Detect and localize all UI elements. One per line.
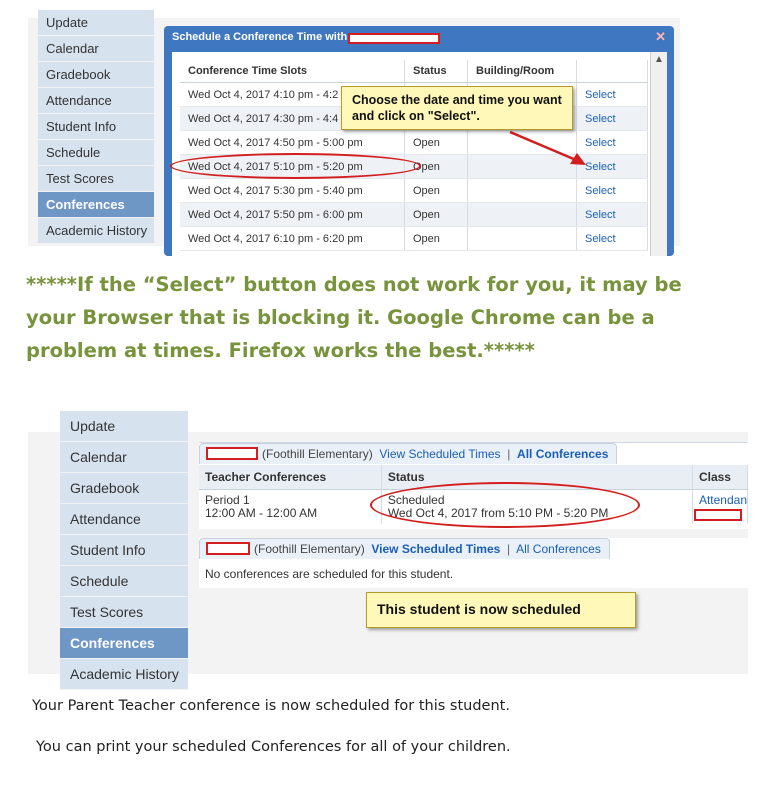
sidebar (60, 411, 188, 690)
dialog-title: Schedule a Conference Time with (172, 31, 348, 43)
view-scheduled-link[interactable]: View Scheduled Times (379, 447, 501, 461)
note-scheduled: Your Parent Teacher conference is now scheduled for this student. (32, 698, 510, 714)
sidebar-item-academic-history[interactable]: Academic History (38, 218, 154, 244)
column-header-slots: Conference Time Slots (180, 60, 405, 83)
sidebar-item-schedule[interactable]: Schedule (60, 566, 188, 597)
sidebar-item-test-scores[interactable]: Test Scores (60, 597, 188, 628)
slot-status: Open (405, 203, 468, 227)
sidebar-item-conferences[interactable]: Conferences (38, 192, 154, 218)
pointer-arrow-icon (28, 18, 680, 246)
period-cell (199, 490, 381, 525)
school-name: (Foothill Elementary) (254, 542, 365, 556)
select-link[interactable]: Select (577, 227, 648, 251)
select-link[interactable]: Select (577, 131, 648, 155)
redacted-student-name (206, 542, 250, 555)
sidebar-item-update[interactable]: Update (60, 411, 188, 442)
browser-warning: *****If the “Select” button does not work for you, it may be your Browser that is blocking it. Google Chrome can be a problem at times. Firefox works the best.***** (26, 273, 682, 362)
sidebar-item-test-scores[interactable]: Test Scores (38, 166, 154, 192)
column-header-class: Class (692, 465, 747, 490)
chevron-up-icon[interactable]: ▲ (654, 54, 664, 65)
school-name: (Foothill Elementary) (262, 447, 373, 461)
sidebar-item-calendar[interactable]: Calendar (38, 36, 154, 62)
column-header-teacher: Teacher Conferences (199, 465, 381, 490)
slot-status: Open (405, 155, 468, 179)
student-tab (199, 538, 610, 559)
column-header-status: Status (381, 465, 692, 490)
highlight-ellipse (370, 482, 640, 528)
conference-panel (199, 538, 748, 588)
close-icon[interactable]: ✕ (655, 29, 666, 44)
select-link[interactable]: Select (577, 203, 648, 227)
redacted-class-name (694, 509, 742, 521)
slot-time: Wed Oct 4, 2017 5:50 pm - 6:00 pm (180, 203, 405, 227)
sidebar-item-gradebook[interactable]: Gradebook (60, 473, 188, 504)
select-link[interactable]: Select (577, 179, 648, 203)
sidebar-item-gradebook[interactable]: Gradebook (38, 62, 154, 88)
slot-time: Wed Oct 4, 2017 6:10 pm - 6:20 pm (180, 227, 405, 251)
sidebar-item-attendance[interactable]: Attendance (38, 88, 154, 114)
all-conferences-link[interactable]: All Conferences (516, 542, 601, 556)
sidebar-item-calendar[interactable]: Calendar (60, 442, 188, 473)
separator: | (507, 447, 511, 461)
slot-time: Wed Oct 4, 2017 4:10 pm - 4:2 (180, 83, 405, 107)
empty-message: No conferences are scheduled for this student. (205, 567, 454, 581)
sidebar-item-conferences[interactable]: Conferences (60, 628, 188, 659)
slot-time: Wed Oct 4, 2017 4:30 pm - 4:4 (180, 107, 405, 131)
note-print: You can print your scheduled Conferences for all of your children. (36, 739, 511, 755)
select-link[interactable]: Select (577, 83, 648, 107)
instruction-callout: Choose the date and time you want and click on "Select". (341, 86, 573, 130)
select-link[interactable]: Select (577, 155, 648, 179)
sidebar-item-attendance[interactable]: Attendance (60, 504, 188, 535)
slot-time: Wed Oct 4, 2017 5:30 pm - 5:40 pm (180, 179, 405, 203)
column-header-room: Building/Room (468, 60, 577, 83)
status-label: Scheduled (387, 493, 445, 507)
slot-status: Open (405, 227, 468, 251)
period-time: 12:00 AM - 12:00 AM (205, 506, 318, 520)
bottom-screenshot (28, 418, 748, 682)
select-link[interactable]: Select (577, 107, 648, 131)
sidebar-item-academic-history[interactable]: Academic History (60, 659, 188, 690)
view-scheduled-link[interactable]: View Scheduled Times (371, 542, 501, 556)
all-conferences-link[interactable]: All Conferences (517, 447, 609, 461)
student-tab (199, 443, 617, 464)
sidebar-item-schedule[interactable]: Schedule (38, 140, 154, 166)
class-link[interactable]: Attendan (698, 493, 747, 507)
slot-status: Open (405, 179, 468, 203)
period-label: Period 1 (205, 493, 250, 507)
redacted-student-name (206, 447, 258, 460)
top-screenshot (28, 15, 680, 246)
status-detail: Wed Oct 4, 2017 from 5:10 PM - 5:20 PM (387, 506, 609, 520)
column-header-status: Status (405, 60, 468, 83)
sidebar-item-update[interactable]: Update (38, 10, 154, 36)
scheduled-callout: This student is now scheduled (366, 592, 636, 628)
slot-status: Open (405, 131, 468, 155)
sidebar-item-student-info[interactable]: Student Info (60, 535, 188, 566)
sidebar-item-student-info[interactable]: Student Info (38, 114, 154, 140)
slot-time: Wed Oct 4, 2017 4:50 pm - 5:00 pm (180, 131, 405, 155)
slot-time: Wed Oct 4, 2017 5:10 pm - 5:20 pm (180, 155, 405, 179)
separator: | (507, 542, 511, 556)
